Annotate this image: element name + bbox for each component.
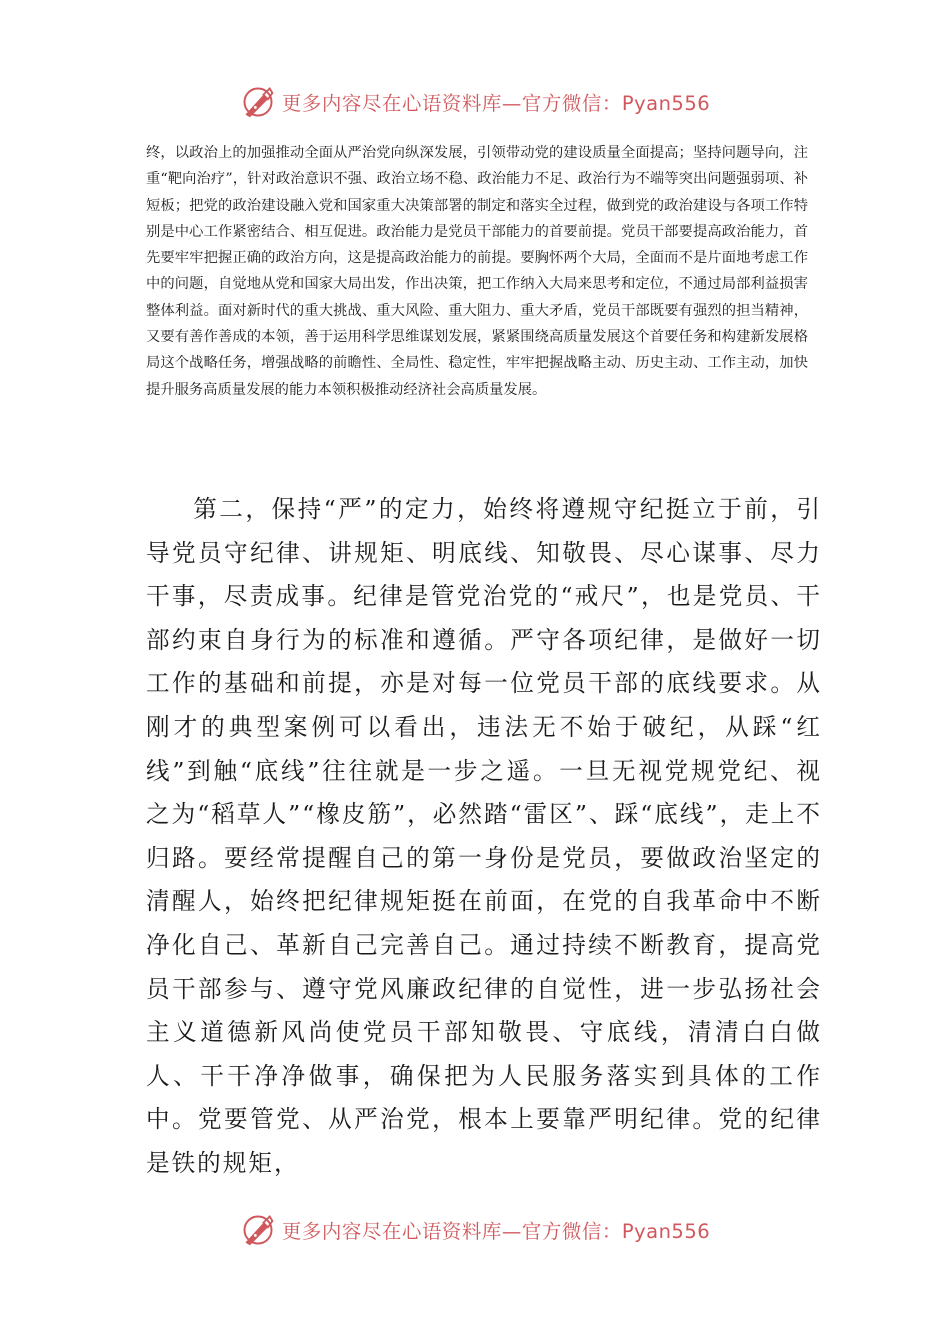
pen-nib-logo-icon (240, 84, 276, 120)
pen-nib-logo-icon (240, 1212, 276, 1248)
header-banner-text: 更多内容尽在心语资料库—官方微信：Pyan556 (281, 92, 711, 115)
footer-banner-text: 更多内容尽在心语资料库—官方微信：Pyan556 (281, 1220, 711, 1243)
paragraph-continuation: 终，以政治上的加强推动全面从严治党向纵深发展，引领带动党的建设质量全面提高；坚持问题导向，注重“靶向治疗”，针对政治意识不强、政治立场不稳、政治能力不足、政治行为不端等突出问题强弱项、补短板；把党的政治建设融入党和国家重大决策部署的制定和落实全过程，做到党的政治建设与各项工作特别是中心工作紧密结合、相互促进。政治能力是党员干部能力的首要前提。党员干部要提高政治能力，首先要牢牢把握正确的政治方向，这是提高政治能力的前提。要胸怀两个大局，全面而不是片面地考虑工作中的问题，自觉地从党和国家大局出发，作出决策，把工作纳入大局来思考和定位，不通过局部利益损害整体利益。面对新时代的重大挑战、重大风险、重大阻力、重大矛盾，党员干部既要有强烈的担当精神，又要有善作善成的本领，善于运用科学思维谋划发展，紧紧围绕高质量发展这个首要任务和构建新发展格局这个战略任务，增强战略的前瞻性、全局性、稳定性，牢牢把握战略主动、历史主动、工作主动，加快提升服务高质量发展的能力本领积极推动经济社会高质量发展。 (146, 145, 808, 398)
header-banner (0, 80, 950, 124)
paragraph-second: 第二，保持“严”的定力，始终将遵规守纪挺立于前，引导党员守纪律、讲规矩、明底线、知敬畏、尽心谋事、尽力干事，尽责成事。纪律是管党治党的“戒尺”，也是党员、干部约束自身行为的标准和遵循。严守各项纪律，是做好一切工作的基础和前提，亦是对每一位党员干部的底线要求。从刚才的典型案例可以看出，违法无不始于破纪，从踩“红线”到触“底线”往往就是一步之遥。一旦无视党规党纪、视之为“稻草人”“橡皮筋”，必然踏“雷区”、踩“底线”，走上不归路。要经常提醒自己的第一身份是党员，要做政治坚定的清醒人，始终把纪律规矩挺在前面，在党的自我革命中不断净化自己、革新自己完善自己。通过持续不断教育，提高党员干部参与、遵守党风廉政纪律的自觉性，进一步弘扬社会主义道德新风尚使党员干部知敬畏、守底线，清清白白做人、干干净净做事，确保把为人民服务落实到具体的工作中。党要管党、从严治党，根本上要靠严明纪律。党的纪律是铁的规矩， (146, 495, 822, 1177)
footer-banner (0, 1208, 950, 1252)
